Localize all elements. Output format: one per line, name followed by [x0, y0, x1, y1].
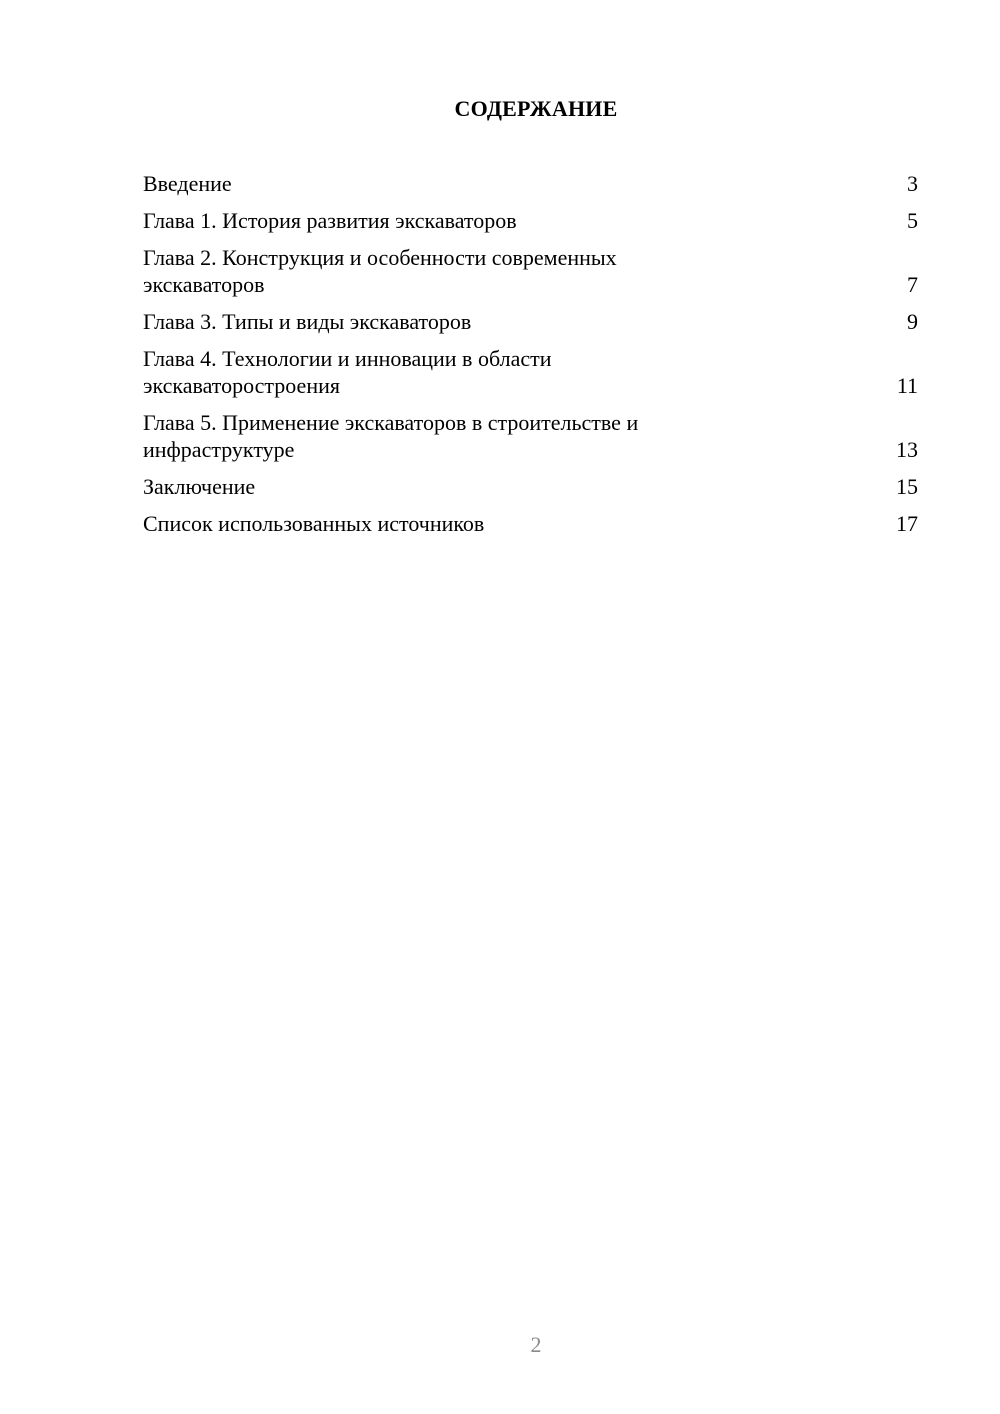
toc-entry-chapter-1	[143, 207, 918, 234]
toc-entry-references	[143, 510, 918, 537]
toc-entry-text: Глава 4. Технологии и инновации в области экскаваторостроения	[143, 346, 552, 398]
toc-entry-page: 13	[896, 437, 918, 462]
toc-entry-chapter-3	[143, 308, 918, 335]
toc-entry-text: Список использованных источников	[143, 511, 485, 536]
toc-title: СОДЕРЖАНИЕ	[454, 96, 618, 121]
toc-entry-chapter-5	[143, 409, 918, 463]
page-number: 2	[530, 1332, 542, 1357]
toc-entry-text: Введение	[143, 171, 232, 196]
toc-entry-page: 17	[896, 511, 918, 536]
toc-entry-page: 15	[896, 474, 918, 499]
toc-entry-text: Глава 2. Конструкция и особенности современных экскаваторов	[143, 245, 617, 297]
toc-entry-page: 11	[896, 373, 918, 398]
toc-entry-page: 3	[907, 171, 918, 196]
toc-entry-text: Глава 3. Типы и виды экскаваторов	[143, 309, 472, 334]
table-of-contents	[143, 170, 918, 547]
toc-entry-conclusion	[143, 473, 918, 500]
toc-entry-text: Глава 5. Применение экскаваторов в строительстве и инфраструктуре	[143, 410, 639, 462]
toc-entry-text: Глава 1. История развития экскаваторов	[143, 208, 517, 233]
toc-entry-text: Заключение	[143, 474, 256, 499]
toc-entry-chapter-4	[143, 345, 918, 399]
toc-entry-page: 7	[907, 272, 918, 297]
toc-entry-chapter-2	[143, 244, 918, 298]
toc-entry-page: 5	[907, 208, 918, 233]
toc-entry-introduction	[143, 170, 918, 197]
toc-entry-page: 9	[907, 309, 918, 334]
